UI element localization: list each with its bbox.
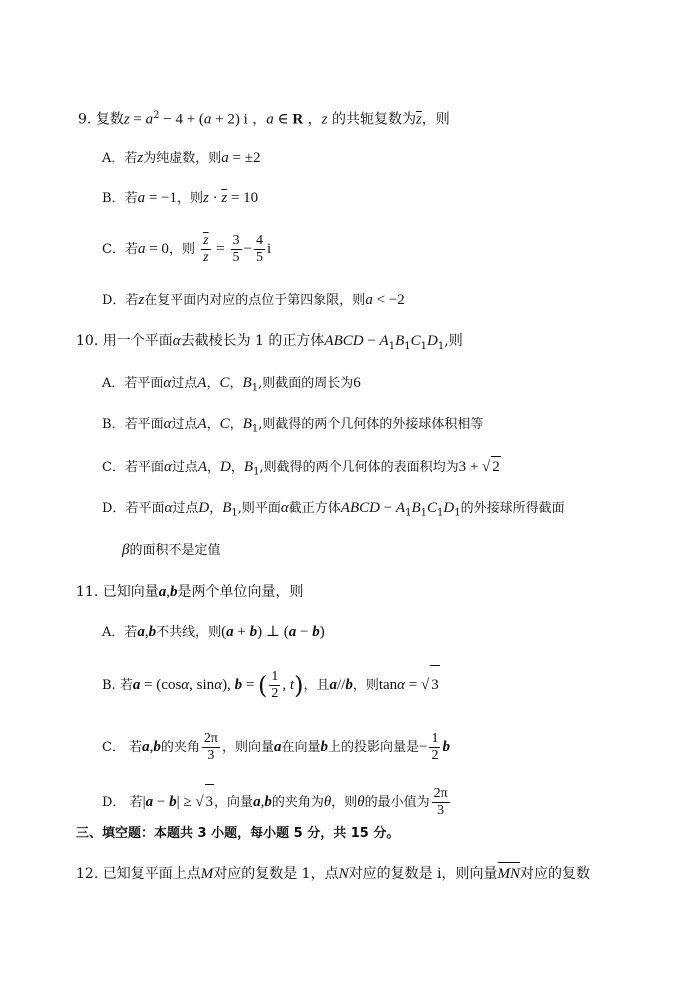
option-text: 在向量	[281, 740, 321, 755]
option-text: 若	[124, 191, 138, 206]
option-text: ，向量	[214, 795, 254, 810]
option-label: D．	[102, 795, 126, 810]
option-text: 若平面	[124, 376, 164, 391]
option-text: 若	[129, 740, 143, 755]
q9-number: 9.	[78, 111, 92, 128]
q12-stem-text: 对应的复数是 i，则向量	[348, 866, 498, 882]
q12-stem-text: 对应的复数是 1，点	[213, 866, 339, 882]
option-label: A．	[102, 151, 125, 166]
option-text: 若平面	[124, 417, 164, 432]
option-text: 若	[124, 151, 138, 166]
q10-stem-text: ,则	[444, 333, 463, 349]
option-label: A．	[102, 376, 125, 391]
q9-option-c: C．若a = 0，则 $\frac{\overline{z}}{z}$ = $\frac{3}{5}$ − $\frac{4}{5}$ i	[102, 233, 272, 265]
fraction: $\frac{2\pi}{3}$	[203, 731, 218, 763]
q11-stem-text: 是两个单位向量，则	[177, 584, 304, 600]
q12-number: 12.	[76, 866, 99, 882]
q10-stem: 10. 用一个平面α去截棱长为 1 的正方体ABCD − $A_1B_1C_1D_1$,则	[76, 333, 463, 352]
option-text: 为纯虚数，则	[143, 151, 222, 166]
option-text: ,则截面的周长为	[258, 376, 354, 391]
q11-option-d: D． 若|a − b| ≥ √ 3，向量a,b的夹角为θ，则θ的最小值为 $\frac{2\pi}{3}$	[102, 786, 448, 818]
option-text: ，则	[352, 678, 379, 693]
option-text: 若平面	[125, 501, 165, 516]
fraction: $\frac{3}{5}$	[232, 233, 240, 265]
option-text: 截正方体	[288, 501, 341, 516]
fraction: $\frac{2\pi}{3}$	[433, 786, 448, 818]
option-text: 过点	[171, 460, 198, 475]
option-text: 的面积不是定值	[129, 543, 221, 558]
q12-stem-text: 已知复平面上点	[102, 866, 201, 882]
q10-number: 10.	[76, 333, 99, 349]
q10-option-d: D．若平面α过点D，$B_1$,则平面α截正方体ABCD − $A_1B_1C_1D_1$的外接球所得截面	[102, 500, 565, 519]
option-text: 不共线，则	[156, 625, 222, 640]
option-text: 的最小值为	[364, 795, 430, 810]
option-text: 在复平面内对应的点位于第四象限，则	[144, 293, 366, 308]
q9-stem-text-c: ，	[307, 111, 322, 128]
fraction: $\frac{4}{5}$	[255, 233, 263, 265]
option-label: C．	[102, 740, 125, 755]
option-text: 的外接球所得截面	[460, 501, 565, 516]
option-label: D．	[102, 293, 126, 308]
q12-stem-text: 对应的复数	[520, 866, 591, 882]
option-text: 若	[119, 678, 133, 693]
option-text: ，则向量	[221, 740, 274, 755]
fraction: $\frac{1}{2}$	[431, 731, 439, 763]
q10-stem-text: 用一个平面	[102, 333, 173, 349]
q11-stem: 11. 已知向量a,b是两个单位向量，则	[76, 584, 304, 600]
q9-stem-text-b: ，	[252, 111, 267, 128]
q10-option-d-continued: β的面积不是定值	[122, 542, 221, 558]
option-label: A．	[102, 625, 125, 640]
option-text: 过点	[171, 417, 198, 432]
q9-option-b: B．若a = −1，则$z \cdot \overline{z} = 10$	[102, 190, 259, 206]
option-text: ，且	[303, 678, 330, 693]
option-text: 过点	[172, 501, 199, 516]
q10-stem-text: 去截棱长为 1 的正方体	[180, 333, 325, 349]
q9-stem-text-a: 复数	[95, 111, 124, 128]
fraction: $\frac{\overline{z}}{z}$	[203, 233, 209, 265]
q12-stem: 12. 已知复平面上点M对应的复数是 1，点N对应的复数是 i，则向量MN 对应的复数	[76, 864, 590, 884]
option-label: B．	[102, 417, 125, 432]
option-text: 过点	[171, 376, 198, 391]
option-text: ，则	[331, 795, 358, 810]
q9-option-d: D．若z在复平面内对应的点位于第四象限，则a < −2	[102, 292, 405, 308]
option-text: ，则	[168, 242, 195, 257]
q10-option-a: A．若平面α过点A，C，$B_1$,则截面的周长为6	[102, 375, 361, 394]
option-text: 若	[125, 293, 139, 308]
option-text: ，则	[177, 191, 204, 206]
option-text: 上的投影向量是	[327, 740, 419, 755]
q9-option-a: A．若z为纯虚数，则a = ±2	[102, 150, 261, 166]
q11-option-a: A．若a,b不共线，则(a + b) ⊥ (a − b)	[102, 624, 325, 640]
q11-option-c: C． 若a,b的夹角 $\frac{2\pi}{3}$ ，则向量a在向量b上的投影向量是− $\frac{1}{2}$ b	[102, 731, 450, 763]
option-label: C．	[102, 460, 125, 475]
q9-stem-text-e: ，则	[421, 111, 450, 128]
q9-stem-text-d: 的共轭复数为	[331, 111, 416, 128]
option-label: B.	[102, 678, 116, 693]
fraction: $\frac{1}{2}$	[271, 669, 279, 701]
q10-option-c: C．若平面α过点A，D，$B_1$,则截得的两个几何体的表面积均为3 + √ 2	[102, 456, 501, 483]
q9-stem: 9. 复数$z = a^2 - 4 + (a + 2)$ i ，a ∈ R ，z 的共轭复数为$\overline{z}$，则	[78, 110, 450, 128]
q11-stem-text: 已知向量	[102, 584, 159, 600]
q11-number: 11.	[76, 584, 99, 600]
option-text: ,则截得的两个几何体的外接球体积相等	[258, 417, 484, 432]
option-text: 的夹角为	[271, 795, 324, 810]
option-text: 若	[129, 795, 143, 810]
option-label: C．	[102, 242, 125, 257]
option-text: 若平面	[124, 460, 164, 475]
q11-option-b: B. 若a = (cosα, sinα), b = ( $\frac{1}{2}$ , t)，且a//b，则tanα = √ 3	[102, 665, 440, 705]
option-label: B．	[102, 191, 125, 206]
option-text: 的夹角	[160, 740, 200, 755]
section-heading: 三、填空题：本题共 3 小题，每小题 5 分，共 15 分。	[76, 826, 400, 841]
option-text: 若	[124, 242, 138, 257]
option-text: ,则截得的两个几何体的表面积均为	[259, 460, 459, 475]
option-text: ,则平面	[237, 501, 281, 516]
option-label: D．	[102, 501, 126, 516]
option-text: 若	[124, 625, 138, 640]
q10-option-b: B．若平面α过点A，C，$B_1$,则截得的两个几何体的外接球体积相等	[102, 416, 484, 435]
